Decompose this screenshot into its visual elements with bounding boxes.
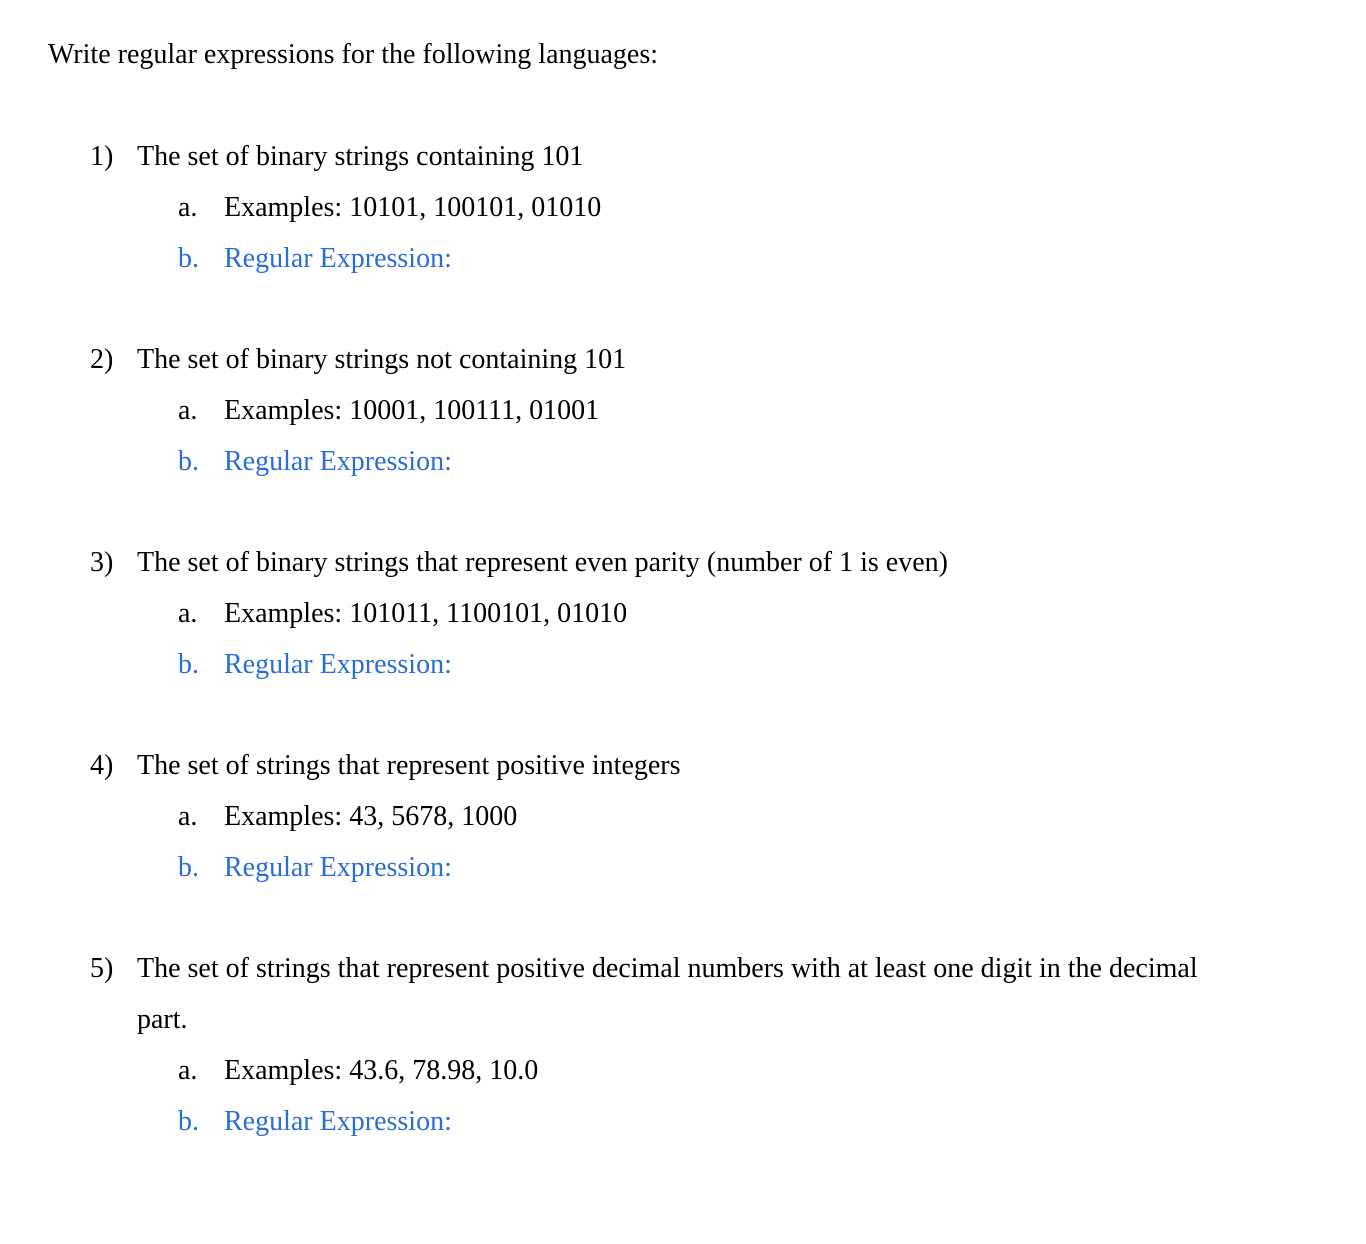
question-text: The set of binary strings not containing 101: [137, 344, 627, 375]
question-number: 3): [90, 547, 114, 578]
regex-letter: b.: [178, 446, 199, 477]
instructions-heading: Write regular expressions for the following languages:: [48, 39, 659, 70]
regex-letter: b.: [178, 1106, 199, 1137]
question-text: The set of binary strings that represent even parity (number of 1 is even): [137, 547, 948, 578]
question-number: 1): [90, 141, 114, 172]
question-text: The set of strings that represent positive integers: [137, 750, 681, 781]
regex-label: Regular Expression:: [224, 446, 452, 477]
regex-label: Regular Expression:: [224, 649, 452, 680]
regex-label: Regular Expression:: [224, 852, 452, 883]
examples-letter: a.: [178, 801, 198, 832]
regex-letter: b.: [178, 649, 199, 680]
examples-text: Examples: 101011, 1100101, 01010: [224, 598, 628, 629]
examples-letter: a.: [178, 395, 198, 426]
regex-letter: b.: [178, 243, 199, 274]
question-text: The set of binary strings containing 101: [137, 141, 584, 172]
question-text-continued: part.: [137, 1004, 188, 1035]
examples-letter: a.: [178, 192, 198, 223]
question-2: [0, 341, 1366, 494]
examples-text: Examples: 43.6, 78.98, 10.0: [224, 1055, 539, 1086]
examples-text: Examples: 10001, 100111, 01001: [224, 395, 600, 426]
question-number: 4): [90, 750, 114, 781]
regex-label: Regular Expression:: [224, 243, 452, 274]
examples-text: Examples: 43, 5678, 1000: [224, 801, 518, 832]
question-number: 5): [90, 953, 114, 984]
question-3: [0, 544, 1366, 697]
examples-letter: a.: [178, 598, 198, 629]
examples-text: Examples: 10101, 100101, 01010: [224, 192, 602, 223]
question-5: [0, 950, 1366, 1154]
question-text: The set of strings that represent positive decimal numbers with at least one digit in the decimal: [137, 953, 1198, 984]
regex-label: Regular Expression:: [224, 1106, 452, 1137]
question-number: 2): [90, 344, 114, 375]
question-4: [0, 747, 1366, 900]
regex-letter: b.: [178, 852, 199, 883]
question-1: [0, 138, 1366, 291]
examples-letter: a.: [178, 1055, 198, 1086]
